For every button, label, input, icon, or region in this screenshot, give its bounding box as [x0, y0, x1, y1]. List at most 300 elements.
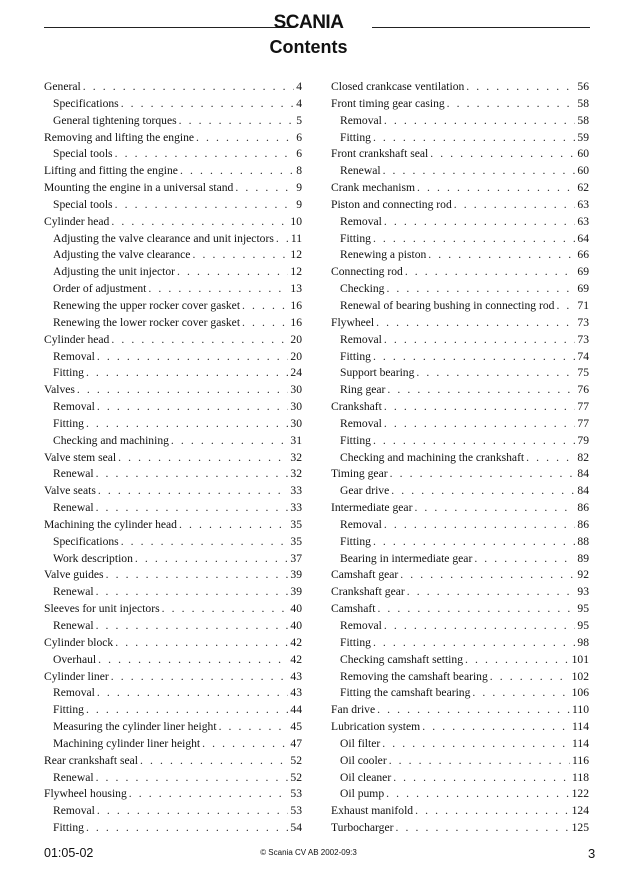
dot-leader — [465, 652, 570, 669]
toc-entry[interactable] — [44, 96, 302, 113]
toc-entry-title: Camshaft gear — [331, 568, 399, 582]
toc-entry-page: 69 — [577, 282, 589, 296]
toc-entry-title: Removal — [340, 619, 382, 632]
dot-leader — [416, 365, 575, 382]
toc-entry[interactable] — [331, 669, 589, 686]
toc-entry[interactable] — [44, 618, 302, 635]
toc-entry-page: 53 — [290, 804, 302, 818]
toc-entry[interactable] — [331, 146, 589, 163]
dot-leader — [384, 214, 576, 231]
toc-entry[interactable] — [331, 180, 589, 197]
dot-leader — [474, 551, 575, 568]
toc-entry-page: 122 — [571, 787, 589, 801]
toc-entry[interactable] — [44, 315, 302, 332]
page-number: 3 — [588, 846, 596, 861]
toc-entry-page: 39 — [290, 585, 302, 599]
toc-entry[interactable] — [331, 130, 589, 147]
toc-entry-page: 92 — [577, 568, 589, 582]
toc-entry-page: 102 — [571, 669, 589, 683]
dot-leader — [377, 601, 575, 618]
toc-entry-page: 54 — [290, 821, 302, 835]
toc-entry[interactable] — [44, 753, 302, 770]
toc-entry-page: 60 — [577, 147, 589, 161]
dot-leader — [466, 79, 575, 96]
toc-entry[interactable] — [44, 551, 302, 568]
toc-entry[interactable] — [331, 96, 589, 113]
toc-entry[interactable] — [44, 450, 302, 467]
toc-entry-title: Camshaft — [331, 602, 376, 616]
dot-leader — [417, 180, 575, 197]
toc-entry-title: Renewal — [53, 501, 94, 515]
toc-entry[interactable] — [331, 231, 589, 248]
toc-entry[interactable] — [44, 113, 302, 130]
toc-entry[interactable] — [44, 180, 302, 197]
toc-entry-page: 40 — [290, 619, 302, 632]
toc-entry[interactable] — [44, 416, 302, 433]
toc-entry[interactable] — [44, 517, 302, 534]
toc-entry-page: 53 — [290, 787, 302, 801]
dot-leader — [97, 803, 289, 820]
toc-entry[interactable] — [331, 163, 589, 180]
dot-leader — [373, 130, 575, 147]
toc-entry[interactable] — [331, 770, 589, 787]
dot-leader — [393, 770, 570, 787]
toc-entry-page: 35 — [290, 517, 302, 531]
toc-entry-page: 73 — [577, 315, 589, 329]
dot-leader — [373, 349, 575, 366]
toc-entry[interactable] — [331, 584, 589, 601]
toc-entry-page: 93 — [577, 585, 589, 599]
toc-entry-title: Exhaust manifold — [331, 804, 414, 818]
toc-entry[interactable] — [44, 652, 302, 669]
dot-leader — [400, 567, 575, 584]
toc-entry-title: Fitting — [53, 416, 84, 430]
toc-entry-title: Adjusting the unit injector — [53, 265, 176, 279]
toc-entry[interactable] — [331, 264, 589, 281]
toc-entry[interactable] — [331, 466, 589, 483]
toc-entry-title: Fitting — [53, 821, 84, 835]
toc-entry-title: Removal — [53, 349, 95, 363]
toc-entry[interactable] — [331, 601, 589, 618]
toc-entry[interactable] — [331, 618, 589, 635]
dot-leader — [180, 163, 294, 180]
dot-leader — [384, 399, 576, 416]
toc-entry-page: 4 — [296, 96, 302, 110]
toc-entry-page: 39 — [290, 568, 302, 582]
toc-entry-page: 5 — [296, 113, 302, 127]
dot-leader — [121, 534, 289, 551]
toc-entry-title: Mounting the engine in a universal stand — [44, 181, 234, 195]
toc-entry-page: 79 — [577, 433, 589, 447]
toc-entry-title: Cylinder head — [44, 214, 110, 228]
toc-entry[interactable] — [44, 702, 302, 719]
toc-entry-title: Special tools — [53, 197, 113, 211]
toc-entry[interactable] — [44, 584, 302, 601]
dot-leader — [376, 315, 575, 332]
toc-entry-page: 31 — [290, 433, 302, 447]
toc-entry-title: Renewal — [53, 585, 94, 599]
toc-entry[interactable] — [44, 298, 302, 315]
toc-entry-page: 110 — [572, 703, 589, 717]
dot-leader — [115, 197, 295, 214]
dot-leader — [384, 618, 576, 635]
toc-entry-title: General tightening torques — [53, 113, 177, 127]
toc-entry-title: Fitting — [340, 349, 371, 363]
dot-leader — [97, 399, 289, 416]
toc-entry-title: General — [44, 80, 81, 93]
dot-leader — [148, 281, 288, 298]
toc-entry-page: 95 — [577, 619, 589, 632]
dot-leader — [179, 517, 288, 534]
toc-entry[interactable] — [44, 214, 302, 231]
toc-entry-title: Specifications — [53, 96, 119, 110]
toc-entry[interactable] — [44, 197, 302, 214]
toc-entry-page: 40 — [290, 602, 302, 616]
dot-leader — [526, 450, 575, 467]
toc-entry-page: 75 — [577, 366, 589, 380]
toc-entry[interactable] — [331, 79, 589, 96]
toc-entry-title: Renewal — [53, 467, 94, 481]
toc-entry[interactable] — [331, 685, 589, 702]
toc-entry[interactable] — [331, 517, 589, 534]
toc-entry-title: Flywheel housing — [44, 787, 127, 801]
toc-entry[interactable] — [44, 264, 302, 281]
toc-entry-title: Piston and connecting rod — [331, 197, 452, 211]
toc-entry-page: 62 — [577, 181, 589, 195]
toc-entry-title: Oil pump — [340, 787, 385, 801]
toc-entry-page: 124 — [571, 804, 589, 818]
toc-entry-page: 12 — [290, 265, 302, 279]
toc-entry[interactable] — [331, 197, 589, 214]
toc-entry[interactable] — [331, 736, 589, 753]
toc-entry-page: 56 — [577, 80, 589, 93]
toc-entry-title: Flywheel — [331, 315, 375, 329]
toc-entry-title: Closed crankcase ventilation — [331, 80, 465, 93]
toc-entry[interactable] — [44, 163, 302, 180]
toc-entry[interactable] — [44, 130, 302, 147]
toc-entry-title: Specifications — [53, 534, 119, 548]
toc-entry-page: 86 — [577, 517, 589, 531]
toc-entry-page: 106 — [571, 686, 589, 700]
dot-leader — [407, 584, 576, 601]
toc-entry-title: Fitting — [340, 433, 371, 447]
toc-entry-page: 20 — [290, 349, 302, 363]
toc-entry[interactable] — [44, 803, 302, 820]
toc-entry-page: 82 — [577, 450, 589, 464]
toc-entry[interactable] — [331, 281, 589, 298]
toc-entry-page: 114 — [572, 736, 589, 750]
toc-entry[interactable] — [331, 247, 589, 264]
dot-leader — [121, 96, 295, 113]
dot-leader — [490, 669, 570, 686]
toc-entry[interactable] — [44, 736, 302, 753]
dot-leader — [422, 719, 570, 736]
document-code: 01:05-02 — [44, 846, 94, 860]
toc-entry-title: Removal — [340, 416, 382, 430]
toc-entry-page: 43 — [290, 686, 302, 700]
toc-entry[interactable] — [44, 669, 302, 686]
toc-entry[interactable] — [331, 416, 589, 433]
toc-entry-page: 35 — [290, 534, 302, 548]
toc-entry-page: 16 — [290, 315, 302, 329]
dot-leader — [384, 113, 576, 130]
toc-entry-title: Checking and machining — [53, 433, 169, 447]
toc-entry-page: 59 — [577, 130, 589, 144]
dot-leader — [428, 247, 575, 264]
toc-entry-title: Special tools — [53, 147, 113, 161]
toc-entry-title: Checking — [340, 282, 385, 296]
toc-entry-page: 32 — [290, 467, 302, 481]
dot-leader — [96, 584, 289, 601]
dot-leader — [140, 753, 288, 770]
toc-entry-title: Turbocharger — [331, 821, 394, 835]
toc-entry[interactable] — [44, 79, 302, 96]
toc-entry[interactable] — [44, 433, 302, 450]
toc-entry[interactable] — [331, 365, 589, 382]
toc-entry-page: 77 — [577, 400, 589, 414]
dot-leader — [98, 652, 288, 669]
dot-leader — [192, 247, 288, 264]
toc-entry-title: Valve stem seal — [44, 450, 117, 464]
dot-leader — [96, 466, 289, 483]
dot-leader — [414, 500, 575, 517]
toc-entry-title: Crankshaft — [331, 400, 382, 414]
toc-entry-title: Removing the camshaft bearing — [340, 669, 488, 683]
toc-entry-title: Adjusting the valve clearance and unit injectors — [53, 231, 274, 245]
toc-entry[interactable] — [331, 332, 589, 349]
toc-entry[interactable] — [44, 247, 302, 264]
toc-entry[interactable] — [44, 281, 302, 298]
toc-entry-page: 84 — [577, 467, 589, 481]
toc-entry-title: Fitting — [340, 130, 371, 144]
toc-entry-title: Timing gear — [331, 467, 388, 481]
dot-leader — [395, 820, 569, 837]
toc-entry[interactable] — [44, 332, 302, 349]
dot-leader — [171, 433, 288, 450]
toc-entry[interactable] — [44, 635, 302, 652]
toc-entry[interactable] — [331, 382, 589, 399]
toc-entry[interactable] — [44, 770, 302, 787]
toc-entry-title: Cylinder head — [44, 332, 110, 346]
toc-entry-page: 98 — [577, 635, 589, 649]
toc-entry[interactable] — [331, 803, 589, 820]
toc-entry-page: 30 — [290, 416, 302, 430]
toc-entry[interactable] — [331, 298, 589, 315]
toc-entry-title: Checking and machining the crankshaft — [340, 450, 525, 464]
toc-entry-page: 118 — [572, 770, 589, 784]
dot-leader — [383, 163, 576, 180]
toc-entry-title: Ring gear — [340, 383, 386, 397]
toc-entry-page: 74 — [577, 349, 589, 363]
toc-entry[interactable] — [44, 719, 302, 736]
toc-entry[interactable] — [331, 820, 589, 837]
toc-entry-title: Connecting rod — [331, 265, 403, 279]
toc-entry[interactable] — [331, 652, 589, 669]
dot-leader — [111, 214, 288, 231]
dot-leader — [86, 365, 288, 382]
dot-leader — [86, 416, 288, 433]
dot-leader — [96, 500, 289, 517]
toc-entry-page: 63 — [577, 197, 589, 211]
toc-entry[interactable] — [331, 534, 589, 551]
toc-entry-page: 84 — [577, 484, 589, 498]
toc-entry[interactable] — [44, 601, 302, 618]
toc-entry-title: Renewal — [340, 164, 381, 178]
toc-entry[interactable] — [331, 483, 589, 500]
toc-left-column — [44, 79, 302, 837]
toc-entry-title: Fitting — [340, 534, 371, 548]
dot-leader — [386, 786, 569, 803]
toc-entry-page: 64 — [577, 231, 589, 245]
toc-entry[interactable] — [331, 786, 589, 803]
dot-leader — [83, 79, 295, 96]
dot-leader — [384, 416, 576, 433]
toc-entry-page: 116 — [572, 753, 589, 767]
copyright-notice: © Scania CV AB 2002-09:3 — [260, 848, 357, 857]
toc-entry[interactable] — [331, 551, 589, 568]
toc-entry-page: 32 — [290, 450, 302, 464]
dot-leader — [276, 231, 289, 248]
dot-leader — [384, 332, 576, 349]
toc-entry[interactable] — [44, 349, 302, 366]
dot-leader — [96, 618, 289, 635]
toc-entry-title: Oil filter — [340, 736, 381, 750]
toc-entry[interactable] — [44, 567, 302, 584]
toc-entry-page: 114 — [572, 720, 589, 734]
toc-entry-title: Bearing in intermediate gear — [340, 551, 473, 565]
dot-leader — [242, 298, 288, 315]
toc-entry[interactable] — [44, 382, 302, 399]
toc-entry[interactable] — [44, 466, 302, 483]
toc-entry[interactable] — [44, 500, 302, 517]
toc-entry-page: 58 — [577, 113, 589, 127]
toc-entry-page: 42 — [290, 635, 302, 649]
toc-entry[interactable] — [331, 399, 589, 416]
dot-leader — [135, 551, 289, 568]
toc-entry-page: 47 — [290, 736, 302, 750]
toc-entry-title: Fitting — [340, 231, 371, 245]
toc-entry-title: Oil cooler — [340, 753, 387, 767]
toc-entry[interactable] — [331, 349, 589, 366]
toc-right-column — [331, 79, 589, 837]
toc-entry[interactable] — [44, 685, 302, 702]
toc-entry-title: Work description — [53, 551, 133, 565]
dot-leader — [373, 534, 575, 551]
toc-entry-page: 63 — [577, 214, 589, 228]
toc-entry-title: Removal — [53, 804, 95, 818]
toc-entry-title: Intermediate gear — [331, 501, 413, 515]
toc-entry[interactable] — [44, 483, 302, 500]
toc-entry-title: Valves — [44, 383, 75, 397]
toc-entry[interactable] — [331, 500, 589, 517]
toc-entry[interactable] — [331, 450, 589, 467]
toc-entry-title: Oil cleaner — [340, 770, 392, 784]
dot-leader — [86, 820, 288, 837]
dot-leader — [179, 113, 295, 130]
toc-entry-title: Front timing gear casing — [331, 96, 445, 110]
toc-entry-page: 43 — [290, 669, 302, 683]
toc-entry-page: 10 — [290, 214, 302, 228]
toc-entry-page: 13 — [290, 282, 302, 296]
toc-entry-title: Valve seats — [44, 484, 96, 498]
toc-entry-page: 77 — [577, 416, 589, 430]
toc-entry[interactable] — [331, 214, 589, 231]
toc-entry-page: 8 — [296, 164, 302, 178]
toc-entry-title: Removal — [340, 113, 382, 127]
toc-entry-page: 73 — [577, 332, 589, 346]
toc-entry-page: 12 — [290, 248, 302, 262]
dot-leader — [472, 685, 569, 702]
toc-entry-page: 6 — [296, 147, 302, 161]
toc-entry-title: Crankshaft gear — [331, 585, 405, 599]
toc-entry[interactable] — [331, 315, 589, 332]
toc-entry[interactable] — [44, 399, 302, 416]
dot-leader — [415, 803, 570, 820]
dot-leader — [373, 635, 575, 652]
toc-entry[interactable] — [331, 433, 589, 450]
toc-entry[interactable] — [331, 113, 589, 130]
dot-leader — [96, 770, 289, 787]
toc-entry-title: Renewal — [53, 770, 94, 784]
dot-leader — [390, 466, 576, 483]
toc-entry-title: Rear crankshaft seal — [44, 753, 138, 767]
toc-entry-page: 37 — [290, 551, 302, 565]
toc-entry-page: 16 — [290, 298, 302, 312]
toc-entry-page: 52 — [290, 770, 302, 784]
toc-entry-title: Removing and lifting the engine — [44, 130, 195, 144]
dot-leader — [196, 130, 294, 147]
toc-entry[interactable] — [44, 786, 302, 803]
dot-leader — [391, 483, 575, 500]
toc-entry[interactable] — [331, 702, 589, 719]
toc-entry-page: 9 — [296, 197, 302, 211]
toc-entry-title: Order of adjustment — [53, 282, 147, 296]
dot-leader — [242, 315, 288, 332]
toc-entry-page: 66 — [577, 248, 589, 262]
dot-leader — [86, 702, 288, 719]
toc-entry-page: 4 — [296, 80, 302, 93]
toc-entry-title: Cylinder liner — [44, 669, 109, 683]
dot-leader — [454, 197, 576, 214]
toc-entry-title: Crank mechanism — [331, 181, 416, 195]
toc-entry[interactable] — [331, 753, 589, 770]
toc-entry-page: 45 — [290, 720, 302, 734]
toc-entry-page: 42 — [290, 652, 302, 666]
toc-entry-page: 71 — [577, 298, 589, 312]
toc-entry[interactable] — [331, 635, 589, 652]
toc-entry-title: Gear drive — [340, 484, 390, 498]
dot-leader — [129, 786, 289, 803]
toc-entry-title: Sleeves for unit injectors — [44, 602, 160, 616]
toc-entry-title: Removal — [340, 517, 382, 531]
dot-leader — [389, 753, 570, 770]
toc-entry[interactable] — [44, 820, 302, 837]
toc-entry[interactable] — [44, 365, 302, 382]
page-title: Contents — [269, 37, 348, 57]
dot-leader — [202, 736, 288, 753]
toc-entry-page: 125 — [571, 821, 589, 835]
toc-entry[interactable] — [44, 534, 302, 551]
dot-leader — [235, 180, 294, 197]
toc-entry[interactable] — [44, 146, 302, 163]
toc-entry[interactable] — [331, 567, 589, 584]
toc-entry-title: Support bearing — [340, 366, 415, 380]
toc-entry[interactable] — [331, 719, 589, 736]
dot-leader — [430, 146, 575, 163]
dot-leader — [386, 281, 575, 298]
toc-entry[interactable] — [44, 231, 302, 248]
dot-leader — [219, 719, 289, 736]
